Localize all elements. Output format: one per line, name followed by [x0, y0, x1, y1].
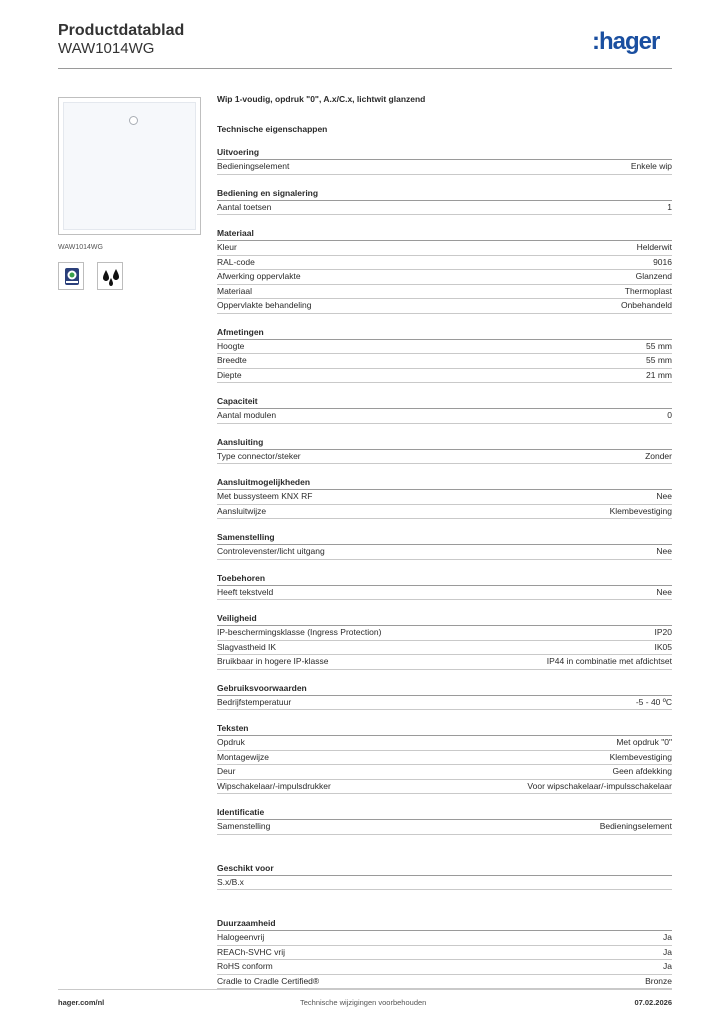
- spec-value: Zonder: [645, 450, 672, 461]
- spec-section: [217, 532, 672, 560]
- spec-value: -5 - 40 ºC: [635, 696, 672, 707]
- spec-value: Met opdruk "0": [616, 737, 672, 747]
- spec-value: Onbehandeld: [620, 300, 672, 310]
- spec-value: 9016: [653, 256, 672, 267]
- spec-label: Wipschakelaar/-impulsdrukker: [217, 780, 331, 791]
- section-title: Capaciteit: [217, 396, 672, 409]
- certification-badge-icon: [58, 262, 84, 290]
- spec-value: Nee: [656, 546, 672, 556]
- image-caption: WAW1014WG: [58, 244, 103, 251]
- spec-value: IP20: [654, 627, 672, 637]
- spec-panel: [217, 92, 672, 989]
- product-image: [58, 97, 201, 235]
- spec-row: [217, 641, 672, 656]
- section-title: Afmetingen: [217, 327, 672, 340]
- spec-label: S.x/B.x: [217, 876, 244, 887]
- spec-row: [217, 354, 672, 369]
- spec-label: Type connector/steker: [217, 450, 301, 461]
- spec-row: [217, 960, 672, 975]
- section-title: Aansluiting: [217, 437, 672, 450]
- spec-value: Bronze: [645, 975, 672, 986]
- spec-label: Halogeenvrij: [217, 932, 265, 942]
- logo-text: :hager: [592, 28, 660, 55]
- spec-row: [217, 946, 672, 961]
- indicator-ring: [129, 116, 138, 125]
- spec-row: [217, 765, 672, 780]
- tech-properties-heading: Technische eigenschappen: [217, 124, 328, 134]
- spec-value: 55 mm: [646, 355, 672, 365]
- spec-label: Bedieningselement: [217, 161, 290, 171]
- section-title: Bediening en signalering: [217, 188, 672, 201]
- spec-row: [217, 270, 672, 285]
- spec-label: Montagewijze: [217, 751, 269, 762]
- spec-section: [217, 918, 672, 989]
- footer-date: 07.02.2026: [634, 998, 672, 1007]
- section-title: Gebruiksvoorwaarden: [217, 683, 672, 696]
- spec-sections: [217, 147, 672, 989]
- spec-row: [217, 736, 672, 751]
- spec-label: Deur: [217, 766, 236, 776]
- spec-row: [217, 696, 672, 711]
- section-title: Veiligheid: [217, 613, 672, 626]
- spec-section: [217, 477, 672, 519]
- spec-label: RAL-code: [217, 256, 255, 267]
- spec-section: [217, 327, 672, 384]
- section-title: Identificatie: [217, 807, 672, 820]
- spec-row: [217, 201, 672, 216]
- spec-value: Klembevestiging: [609, 751, 672, 762]
- spec-label: Diepte: [217, 369, 242, 380]
- spec-row: [217, 655, 672, 670]
- footer-rule: [58, 989, 672, 990]
- spec-row: [217, 626, 672, 641]
- spec-row: [217, 780, 672, 795]
- footer-disclaimer: Technische wijzigingen voorbehouden: [300, 998, 427, 1007]
- spec-section: [217, 723, 672, 794]
- spec-label: Controlevenster/licht uitgang: [217, 546, 325, 556]
- spec-row: [217, 751, 672, 766]
- spec-value: Ja: [663, 946, 672, 957]
- rocker-plate: [63, 102, 196, 230]
- spec-value: Bedieningselement: [599, 821, 672, 831]
- spec-label: REACh-SVHC vrij: [217, 946, 286, 957]
- section-title: Uitvoering: [217, 147, 672, 160]
- spec-row: [217, 160, 672, 175]
- spec-value: IK05: [654, 641, 672, 652]
- spec-label: Heeft tekstveld: [217, 586, 274, 597]
- spec-section: [217, 613, 672, 670]
- spec-label: Met bussysteem KNX RF: [217, 491, 313, 501]
- spec-row: [217, 299, 672, 314]
- spec-row: [217, 931, 672, 946]
- spec-value: Voor wipschakelaar/-impulsschakelaar: [527, 780, 672, 791]
- product-code: WAW1014WG: [58, 40, 155, 57]
- spec-label: IP-beschermingsklasse (Ingress Protection): [217, 627, 382, 637]
- spec-label: Afwerking oppervlakte: [217, 271, 301, 281]
- spec-section: [217, 683, 672, 711]
- spec-section: [217, 807, 672, 835]
- page-title: Productdatablad: [58, 22, 185, 39]
- header-rule: [58, 68, 672, 69]
- spec-row: [217, 256, 672, 271]
- spec-row: [217, 340, 672, 355]
- spec-label: Aantal modulen: [217, 410, 277, 420]
- section-title: Samenstelling: [217, 532, 672, 545]
- spec-label: Aantal toetsen: [217, 201, 272, 212]
- spec-section: [217, 188, 672, 216]
- hager-logo[interactable]: [592, 28, 676, 58]
- spec-value: Nee: [656, 491, 672, 501]
- spec-label: Oppervlakte behandeling: [217, 300, 312, 310]
- section-title: Geschikt voor: [217, 863, 672, 876]
- footer-website[interactable]: hager.com/nl: [58, 998, 105, 1007]
- spec-value: Helderwit: [636, 242, 672, 252]
- spec-value: Thermoplast: [624, 285, 672, 296]
- section-title: Aansluitmogelijkheden: [217, 477, 672, 490]
- spec-section: [217, 573, 672, 601]
- section-title: Duurzaamheid: [217, 918, 672, 931]
- spec-label: RoHS conform: [217, 961, 273, 971]
- spec-section: [217, 437, 672, 465]
- section-title: Teksten: [217, 723, 672, 736]
- spec-section: [217, 228, 672, 314]
- spec-row: [217, 285, 672, 300]
- product-description: Wip 1-voudig, opdruk "0", A.x/C.x, lichtwit glanzend: [217, 94, 426, 104]
- spec-value: Geen afdekking: [612, 766, 672, 776]
- spec-label: Slagvastheid IK: [217, 641, 277, 652]
- spec-row: [217, 820, 672, 835]
- spec-value: Ja: [663, 961, 672, 971]
- spec-row: [217, 369, 672, 384]
- spec-label: Hoogte: [217, 340, 245, 351]
- spec-value: Nee: [656, 586, 672, 597]
- spec-section: [217, 147, 672, 175]
- spec-value: Enkele wip: [630, 161, 672, 171]
- spec-label: Kleur: [217, 242, 237, 252]
- spec-value: Ja: [663, 932, 672, 942]
- section-title: Materiaal: [217, 228, 672, 241]
- spec-row: [217, 241, 672, 256]
- spec-row: [217, 505, 672, 520]
- spec-row: [217, 450, 672, 465]
- spec-label: Bruikbaar in hogere IP-klasse: [217, 656, 329, 666]
- spec-label: Breedte: [217, 355, 247, 365]
- spec-label: Cradle to Cradle Certified®: [217, 975, 320, 986]
- spec-label: Opdruk: [217, 737, 245, 747]
- spec-label: Samenstelling: [217, 821, 271, 831]
- spec-label: Materiaal: [217, 285, 252, 296]
- drops-icon: [97, 262, 123, 290]
- spec-row: [217, 545, 672, 560]
- spec-value: 1: [667, 201, 672, 212]
- spec-section: [217, 863, 672, 891]
- spec-label: Bedrijfstemperatuur: [217, 696, 292, 707]
- section-title: Toebehoren: [217, 573, 672, 586]
- spec-value: 55 mm: [646, 340, 672, 351]
- spec-row: [217, 876, 672, 891]
- spec-section: [217, 396, 672, 424]
- spec-row: [217, 490, 672, 505]
- spec-value: Klembevestiging: [609, 505, 672, 516]
- spec-row: [217, 975, 672, 990]
- spec-value: 21 mm: [646, 369, 672, 380]
- spec-value: Glanzend: [635, 271, 672, 281]
- spec-value: 0: [667, 410, 672, 420]
- spec-row: [217, 409, 672, 424]
- spec-value: IP44 in combinatie met afdichtset: [546, 656, 672, 666]
- spec-row: [217, 586, 672, 601]
- spec-label: Aansluitwijze: [217, 505, 267, 516]
